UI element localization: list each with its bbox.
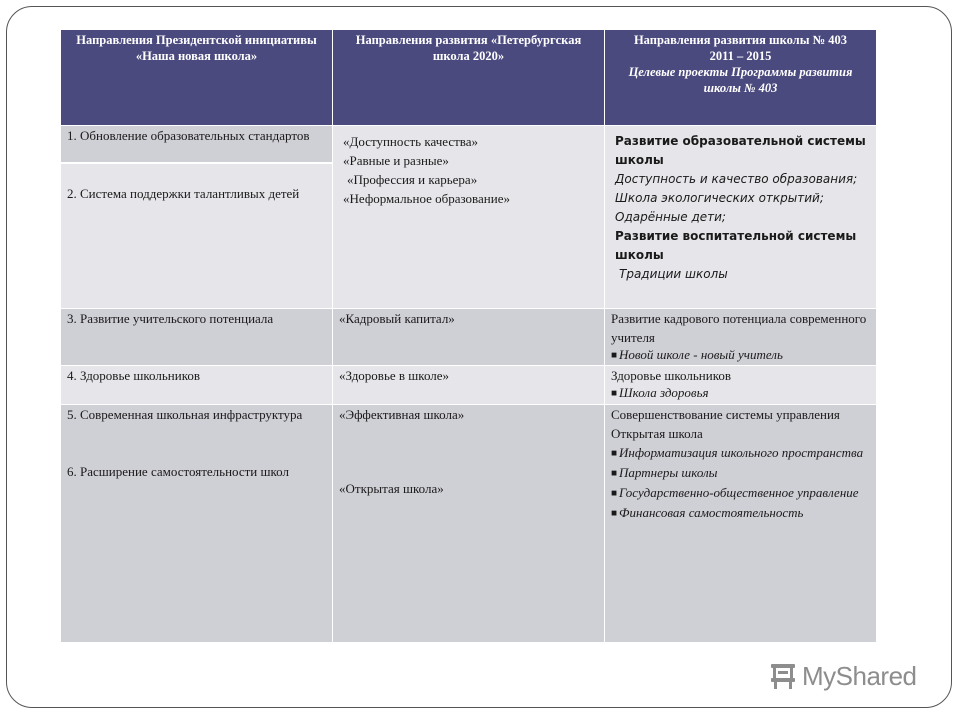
row3-col2: «Здоровье в школе» [333, 366, 605, 405]
table-row [61, 405, 877, 643]
row2-col1: 3. Развитие учительского потенциала [61, 309, 333, 366]
header-school-403 [605, 30, 877, 126]
table-row [61, 126, 877, 309]
table-row [61, 366, 877, 405]
square-bullet-icon: ■ [611, 448, 618, 459]
square-bullet-icon: ■ [611, 388, 618, 399]
row3-col3-text: Здоровье школьников [611, 368, 732, 383]
header-target-projects: Целевые проекты Программы развития школы № 403 [628, 65, 853, 95]
row2-col3 [605, 309, 877, 366]
row3-col1: 4. Здоровье школьников [61, 366, 333, 405]
table-header-row [61, 30, 877, 126]
chair-icon [768, 661, 798, 691]
list-item: Одарённые дети; [615, 210, 726, 224]
cell-talented-children: 2. Система поддержки талантливых детей [61, 164, 332, 308]
list-item: Информатизация школьного пространства [619, 445, 864, 460]
table-row [61, 309, 877, 366]
cell-autonomy: 6. Расширение самостоятельности школ [67, 464, 289, 479]
list-item: «Профессия и карьера» [347, 172, 478, 187]
row4-col1 [61, 405, 333, 643]
myshared-watermark[interactable] [768, 656, 917, 696]
project-title: Развитие образовательной системы школы [615, 134, 866, 167]
list-item: Традиции школы [619, 267, 728, 281]
square-bullet-icon: ■ [611, 488, 618, 499]
list-item: «Равные и разные» [343, 153, 449, 168]
square-bullet-icon: ■ [611, 468, 618, 479]
cell-infrastructure: 5. Современная школьная инфраструктура [67, 407, 303, 422]
square-bullet-icon: ■ [611, 508, 618, 519]
row4-col3-open-school: Открытая школа [611, 426, 703, 441]
row1-col2 [333, 126, 605, 309]
row4-col3 [605, 405, 877, 643]
row3-col3 [605, 366, 877, 405]
square-bullet-icon: ■ [611, 350, 618, 361]
list-item: Школа экологических открытий; [615, 191, 824, 205]
header-school-403-title: Направления развития школы № 403 [633, 33, 848, 47]
watermark-text: MyShared [802, 660, 917, 691]
list-item: Новой школе - новый учитель [619, 347, 783, 362]
row2-col2: «Кадровый капитал» [333, 309, 605, 366]
header-president-initiative: Направления Президентской инициативы «Наша новая школа» [61, 30, 333, 126]
row1-col1 [61, 126, 333, 309]
directions-table [60, 29, 877, 643]
row1-col3 [605, 126, 877, 309]
list-item: Доступность и качество образования; [615, 172, 858, 186]
list-item: «Неформальное образование» [343, 191, 510, 206]
list-item: Партнеры школы [619, 465, 718, 480]
header-petersburg-school: Направления развития «Петербургская школа 2020» [333, 30, 605, 126]
list-item: Государственно-общественное управление [619, 485, 859, 500]
list-item: «Доступность качества» [343, 134, 479, 149]
list-item: Финансовая самостоятельность [619, 505, 804, 520]
project-title: Развитие воспитательной системы школы [615, 229, 857, 262]
cell-standards: 1. Обновление образовательных стандартов [61, 126, 332, 164]
cell-effective-school: «Эффективная школа» [339, 407, 465, 422]
header-years: 2011 – 2015 [709, 49, 772, 63]
row4-col3-management: Совершенствование системы управления [611, 407, 840, 422]
row2-col3-text: Развитие кадрового потенциала современного учителя [611, 311, 867, 345]
cell-open-school: «Открытая школа» [339, 481, 444, 496]
list-item: Школа здоровья [619, 385, 709, 400]
row4-col2 [333, 405, 605, 643]
